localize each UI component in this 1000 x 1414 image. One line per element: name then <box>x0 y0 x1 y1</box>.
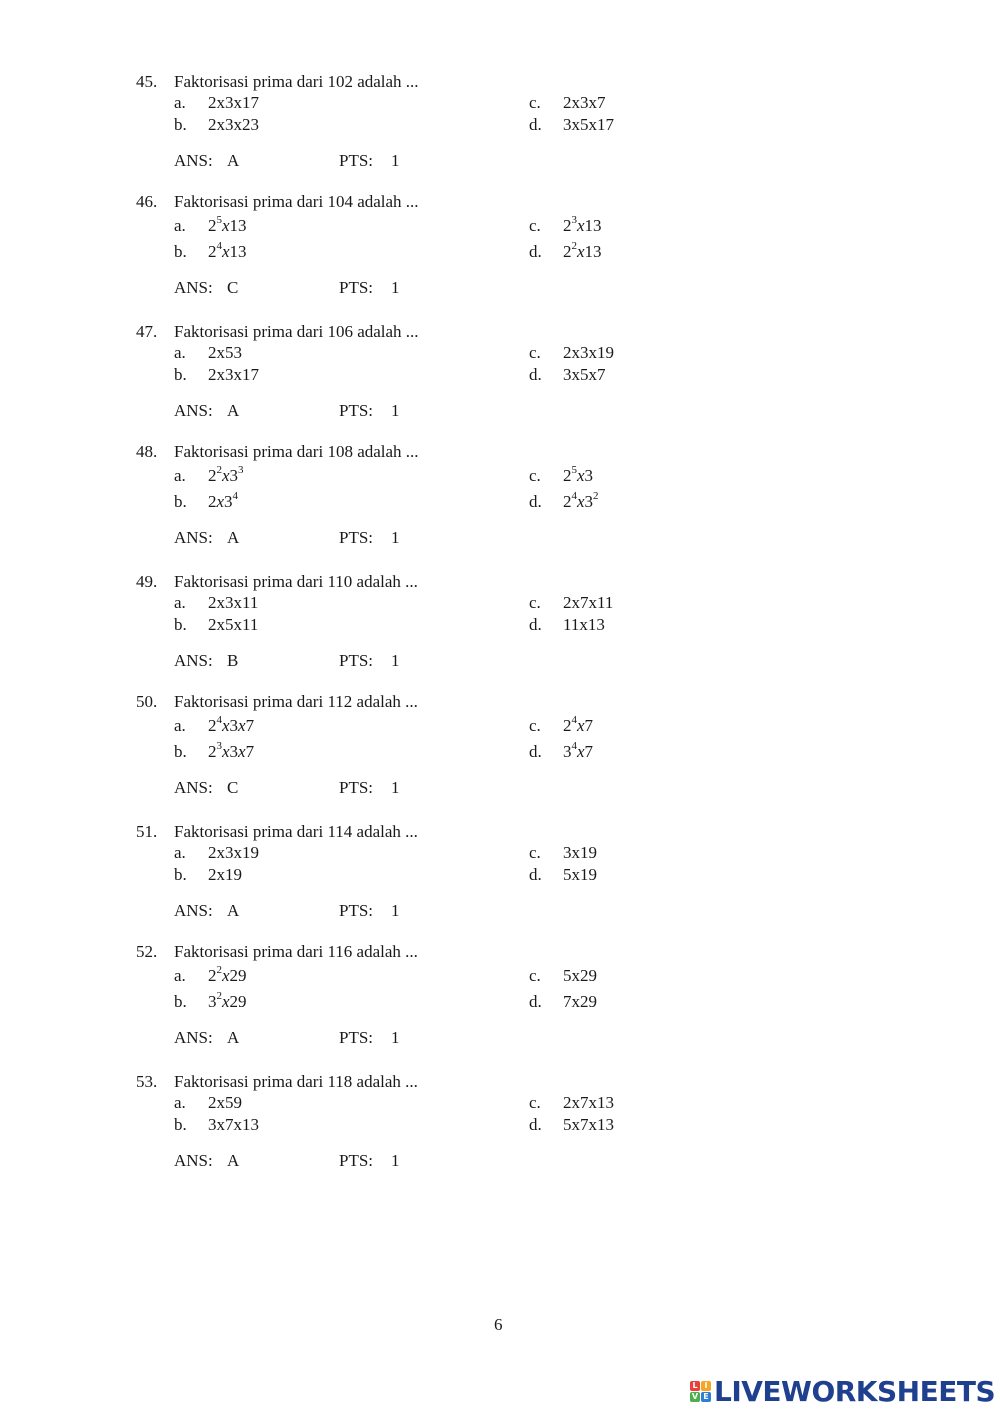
option-c[interactable]: 2x7x13 <box>563 1093 614 1112</box>
points-label: PTS: <box>339 151 374 170</box>
option-c-letter: c. <box>529 716 541 735</box>
option-a[interactable]: 2x3x11 <box>208 593 259 612</box>
answer-value: C <box>227 278 239 297</box>
answer-label: ANS: <box>174 401 213 420</box>
option-d-letter: d. <box>529 615 542 634</box>
logo-tile-l: L <box>690 1381 700 1391</box>
question-block <box>0 192 1000 312</box>
option-d-letter: d. <box>529 115 542 134</box>
logo-tile-i: I <box>701 1381 711 1391</box>
liveworksheets-logo <box>690 1376 995 1406</box>
answer-value: B <box>227 651 239 670</box>
question-number: 45. <box>136 72 158 91</box>
option-d[interactable]: 5x19 <box>563 865 597 884</box>
option-b[interactable]: 2x3x17 <box>208 365 259 384</box>
option-c-letter: c. <box>529 343 541 362</box>
question-block <box>0 442 1000 562</box>
option-a-letter: a. <box>174 593 186 612</box>
option-a[interactable]: 2x59 <box>208 1093 242 1112</box>
points-value: 1 <box>391 151 400 170</box>
option-b[interactable]: 3x7x13 <box>208 1115 259 1134</box>
option-b-letter: b. <box>174 742 187 761</box>
option-b[interactable]: 2x3x23 <box>208 115 259 134</box>
question-text: Faktorisasi prima dari 108 adalah ... <box>174 442 419 461</box>
answer-value: A <box>227 1151 240 1170</box>
option-b-letter: b. <box>174 115 187 134</box>
option-a[interactable]: $2^4x3x7$ <box>208 714 255 735</box>
question-number: 49. <box>136 572 158 591</box>
option-b-letter: b. <box>174 365 187 384</box>
option-d-letter: d. <box>529 365 542 384</box>
answer-value: A <box>227 1028 240 1047</box>
option-d[interactable]: $3^4x7$ <box>563 740 594 761</box>
option-c-letter: c. <box>529 466 541 485</box>
option-c[interactable]: $2^5x3$ <box>563 464 594 485</box>
question-text: Faktorisasi prima dari 106 adalah ... <box>174 322 419 341</box>
option-c-letter: c. <box>529 593 541 612</box>
question-number: 52. <box>136 942 158 961</box>
option-d-letter: d. <box>529 242 542 261</box>
option-a[interactable]: 2x3x19 <box>208 843 259 862</box>
option-b[interactable]: 2x19 <box>208 865 242 884</box>
points-value: 1 <box>391 778 400 797</box>
option-d[interactable]: 7x29 <box>563 992 597 1011</box>
points-value: 1 <box>391 1028 400 1047</box>
points-value: 1 <box>391 901 400 920</box>
question-text: Faktorisasi prima dari 112 adalah ... <box>174 692 418 711</box>
question-number: 46. <box>136 192 158 211</box>
option-b[interactable]: 2x5x11 <box>208 615 259 634</box>
option-d-letter: d. <box>529 492 542 511</box>
answer-label: ANS: <box>174 1028 213 1047</box>
answer-value: A <box>227 528 240 547</box>
question-number: 51. <box>136 822 158 841</box>
answer-value: A <box>227 151 240 170</box>
points-label: PTS: <box>339 1028 374 1047</box>
option-b-letter: b. <box>174 615 187 634</box>
answer-label: ANS: <box>174 901 213 920</box>
points-value: 1 <box>391 1151 400 1170</box>
answer-label: ANS: <box>174 778 213 797</box>
option-b-letter: b. <box>174 1115 187 1134</box>
option-b-letter: b. <box>174 992 187 1011</box>
option-b[interactable]: $3^2x29$ <box>208 990 247 1011</box>
question-number: 47. <box>136 322 158 341</box>
option-c[interactable]: 2x3x7 <box>563 93 606 112</box>
option-c-letter: c. <box>529 1093 541 1112</box>
answer-label: ANS: <box>174 151 213 170</box>
question-number: 50. <box>136 692 158 711</box>
question-block <box>0 692 1000 812</box>
question-text: Faktorisasi prima dari 116 adalah ... <box>174 942 418 961</box>
option-c-letter: c. <box>529 966 541 985</box>
option-a[interactable]: $2^2x3^3$ <box>208 464 244 485</box>
answer-label: ANS: <box>174 651 213 670</box>
option-c-letter: c. <box>529 843 541 862</box>
liveworksheets-logo-text: LIVEWORKSHEETS <box>714 1374 996 1408</box>
option-a[interactable]: 2x3x17 <box>208 93 259 112</box>
question-number: 53. <box>136 1072 158 1091</box>
answer-value: A <box>227 901 240 920</box>
points-value: 1 <box>391 401 400 420</box>
option-b[interactable]: $2x3^4$ <box>208 490 239 511</box>
option-d-letter: d. <box>529 865 542 884</box>
option-a[interactable]: 2x53 <box>208 343 242 362</box>
option-a-letter: a. <box>174 1093 186 1112</box>
points-label: PTS: <box>339 401 374 420</box>
option-a-letter: a. <box>174 966 186 985</box>
option-a-letter: a. <box>174 93 186 112</box>
option-a-letter: a. <box>174 843 186 862</box>
option-b-letter: b. <box>174 865 187 884</box>
option-d[interactable]: 5x7x13 <box>563 1115 614 1134</box>
option-d[interactable]: $2^2x13$ <box>563 240 602 261</box>
points-label: PTS: <box>339 528 374 547</box>
option-b[interactable]: $2^4x13$ <box>208 240 247 261</box>
question-block <box>0 942 1000 1062</box>
question-number: 48. <box>136 442 158 461</box>
points-label: PTS: <box>339 278 374 297</box>
question-text: Faktorisasi prima dari 104 adalah ... <box>174 192 419 211</box>
option-b[interactable]: $2^3x3x7$ <box>208 740 255 761</box>
logo-tile-e: E <box>701 1392 711 1402</box>
question-text: Faktorisasi prima dari 118 adalah ... <box>174 1072 418 1091</box>
option-a[interactable]: $2^5x13$ <box>208 214 247 235</box>
question-block <box>0 72 1000 192</box>
option-d-letter: d. <box>529 992 542 1011</box>
option-c[interactable]: $2^3x13$ <box>563 214 602 235</box>
option-c[interactable]: $2^4x7$ <box>563 714 594 735</box>
points-label: PTS: <box>339 1151 374 1170</box>
answer-label: ANS: <box>174 278 213 297</box>
points-value: 1 <box>391 528 400 547</box>
question-text: Faktorisasi prima dari 102 adalah ... <box>174 72 419 91</box>
question-block <box>0 1072 1000 1192</box>
answer-value: C <box>227 778 239 797</box>
option-b-letter: b. <box>174 242 187 261</box>
option-d[interactable]: 3x5x17 <box>563 115 614 134</box>
option-c[interactable]: 3x19 <box>563 843 597 862</box>
option-c[interactable]: 5x29 <box>563 966 597 985</box>
option-c[interactable]: 2x7x11 <box>563 593 614 612</box>
option-a-letter: a. <box>174 343 186 362</box>
option-a-letter: a. <box>174 716 186 735</box>
question-block <box>0 822 1000 942</box>
option-d-letter: d. <box>529 742 542 761</box>
option-a-letter: a. <box>174 466 186 485</box>
question-block <box>0 572 1000 692</box>
answer-label: ANS: <box>174 528 213 547</box>
option-d[interactable]: 3x5x7 <box>563 365 606 384</box>
option-d[interactable]: $2^4x3^2$ <box>563 490 599 511</box>
option-c-letter: c. <box>529 216 541 235</box>
points-label: PTS: <box>339 778 374 797</box>
points-label: PTS: <box>339 901 374 920</box>
answer-label: ANS: <box>174 1151 213 1170</box>
liveworksheets-logo-icon <box>690 1381 711 1402</box>
option-d-letter: d. <box>529 1115 542 1134</box>
option-a[interactable]: $2^2x29$ <box>208 964 247 985</box>
logo-tile-v: V <box>691 1391 699 1401</box>
question-text: Faktorisasi prima dari 110 adalah ... <box>174 572 418 591</box>
option-a-letter: a. <box>174 216 186 235</box>
points-label: PTS: <box>339 651 374 670</box>
answer-value: A <box>227 401 240 420</box>
option-d[interactable]: 11x13 <box>563 615 605 634</box>
points-value: 1 <box>391 278 400 297</box>
option-c-letter: c. <box>529 93 541 112</box>
points-value: 1 <box>391 651 400 670</box>
question-block <box>0 322 1000 442</box>
page-number: 6 <box>494 1315 503 1334</box>
option-b-letter: b. <box>174 492 187 511</box>
question-text: Faktorisasi prima dari 114 adalah ... <box>174 822 418 841</box>
option-c[interactable]: 2x3x19 <box>563 343 614 362</box>
